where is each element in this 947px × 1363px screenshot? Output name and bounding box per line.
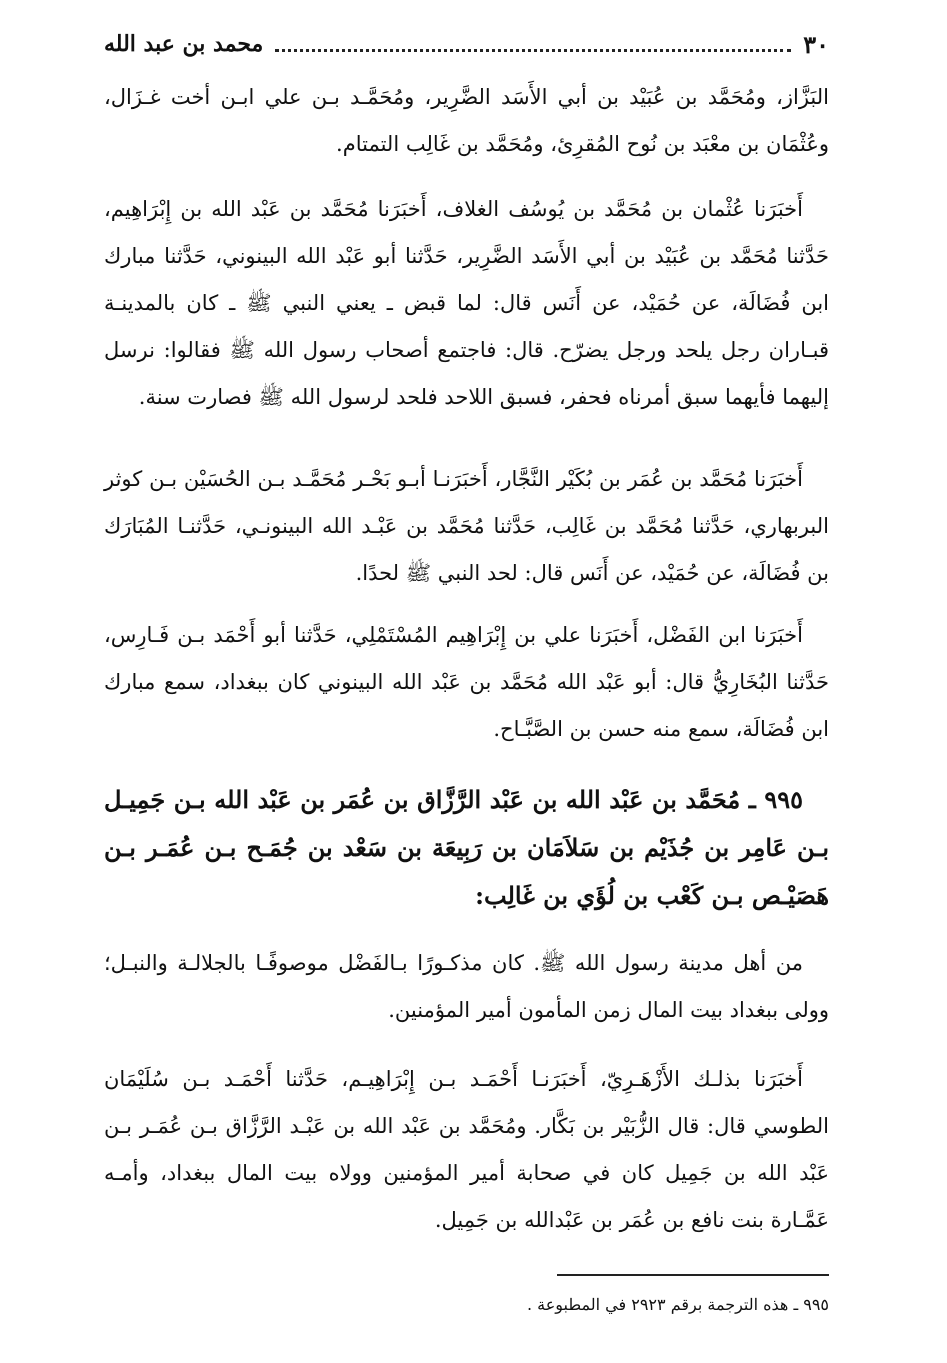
footnote-separator xyxy=(557,1274,829,1276)
biography-paragraph: من أهل مدينة رسول الله ﷺ. كان مذكـورًا بـالفَضْل موصوفًـا بالجلالـة والنبـل؛ وولى ببغداد بيت المال زمن المأمون أمير المؤمنين. xyxy=(104,951,829,1022)
hadith-paragraph-1: أَخبَرَنا عُثْمان بن مُحَمَّد بن يُوسُف الغلاف، أَخبَرَنا مُحَمَّد بن عَبْد الله بن إِبْرَاهِيم، حَدَّثنا مُحَمَّد بن عُبَيْد بن أبي الأَسَد الضَّرِير، حَدَّثنا أبو عَبْد الله البينوني، حَدَّثنا مبارك ابن فُضَالَة، عن حُمَيْد، عن أَنَس قال: لما قبض ـ يعني النبي ﷺ ـ كان بالمدينـة قبـاران رجل يلحد ورجل يضرّح. قال: فاجتمع أصحاب رسول الله ﷺ فقالوا: نرسل إليهما فأيهما سبق أمرناه فحفر، فسبق اللاحد فلحد لرسول الله ﷺ فصارت سنة. xyxy=(104,197,829,409)
page-number: ٣٠ xyxy=(803,29,829,59)
biography-entry-heading: ٩٩٥ ـ مُحَمَّد بن عَبْد الله بن عَبْد الرَّزَّاق بن عُمَر بن عَبْد الله بـن جَمِيـل بـن عَامِر بن جُذَيْم بن سَلاَمَان بن رَبِيعَة بن سَعْد بن جُمَـح بـن عُمَـر بـن هَصَيْـص بـن كَعْب بن لُؤَي بن غَالِب: xyxy=(104,785,829,910)
continuation-paragraph: البَزَّاز، ومُحَمَّد بن عُبَيْد بن أبي الأَسَد الضَّرِير، ومُحَمَّـد بـن علي ابـن أخت غـزَال، وعُثْمَان بن معْبَد بن نُوح المُقرِئ، ومُحَمَّد بن غَالِب التمتام. xyxy=(104,85,829,156)
running-header xyxy=(104,24,829,64)
hadith-paragraph-2: أَخبَرَنا مُحَمَّد بن عُمَر بن بُكَيْر النَّجَّار، أَخبَرَنـا أبـو بَحْـر مُحَمَّـد بـن الحُسَيْن بـن كوثر البربهاري، حَدَّثنا مُحَمَّد بن غَالِب، حَدَّثنا مُحَمَّد بن عَبْـد الله البينونـي، حَدَّثنـا المُبَارَك بن فُضَالَة، عن حُمَيْد، عن أَنَس قال: لحد النبي ﷺ لحدًا. xyxy=(104,467,829,585)
running-title: محمد بن عبد الله xyxy=(104,31,264,57)
footnote: ٩٩٥ ـ هذه الترجمة برقم ٢٩٢٣ في المطبوعة . xyxy=(526,1295,829,1314)
hadith-paragraph-3: أَخبَرَنا ابن الفَضْل، أَخبَرَنا علي بن إِبْرَاهِيم المُسْتَمْلِي، حَدَّثنا أبو أَحْمَد بـن فَـارِس، حَدَّثنا البُخَارِيُّ قال: أبو عَبْد الله مُحَمَّد بن عَبْد الله البينوني كان ببغداد، سمع مبارك ابن فُضَالَة، سمع منه حسن بن الصَّبَّـاح. xyxy=(104,623,829,741)
header-dotted-leader xyxy=(275,49,791,52)
narration-paragraph: أَخبَرَنا بذلـك الأَزْهَـرِيّ، أَخبَرَنـا أَحْمَـد بـن إِبْرَاهِيـم، حَدَّثنا أَحْمَـد بـن سُلَيْمَان الطوسي قال: قال الزُّبَيْر بن بَكَّار. ومُحَمَّد بن عَبْد الله بن عَبْـد الرَّزَّاق بـن عُمَـر بـن عَبْد الله بن جَمِيل كان في صحابة أمير المؤمنين وولاه بيت المال ببغداد، وأمـه عَمَّـارة بنت نافع بن عُمَر بن عَبْدالله بن جَمِيل. xyxy=(104,1067,829,1232)
